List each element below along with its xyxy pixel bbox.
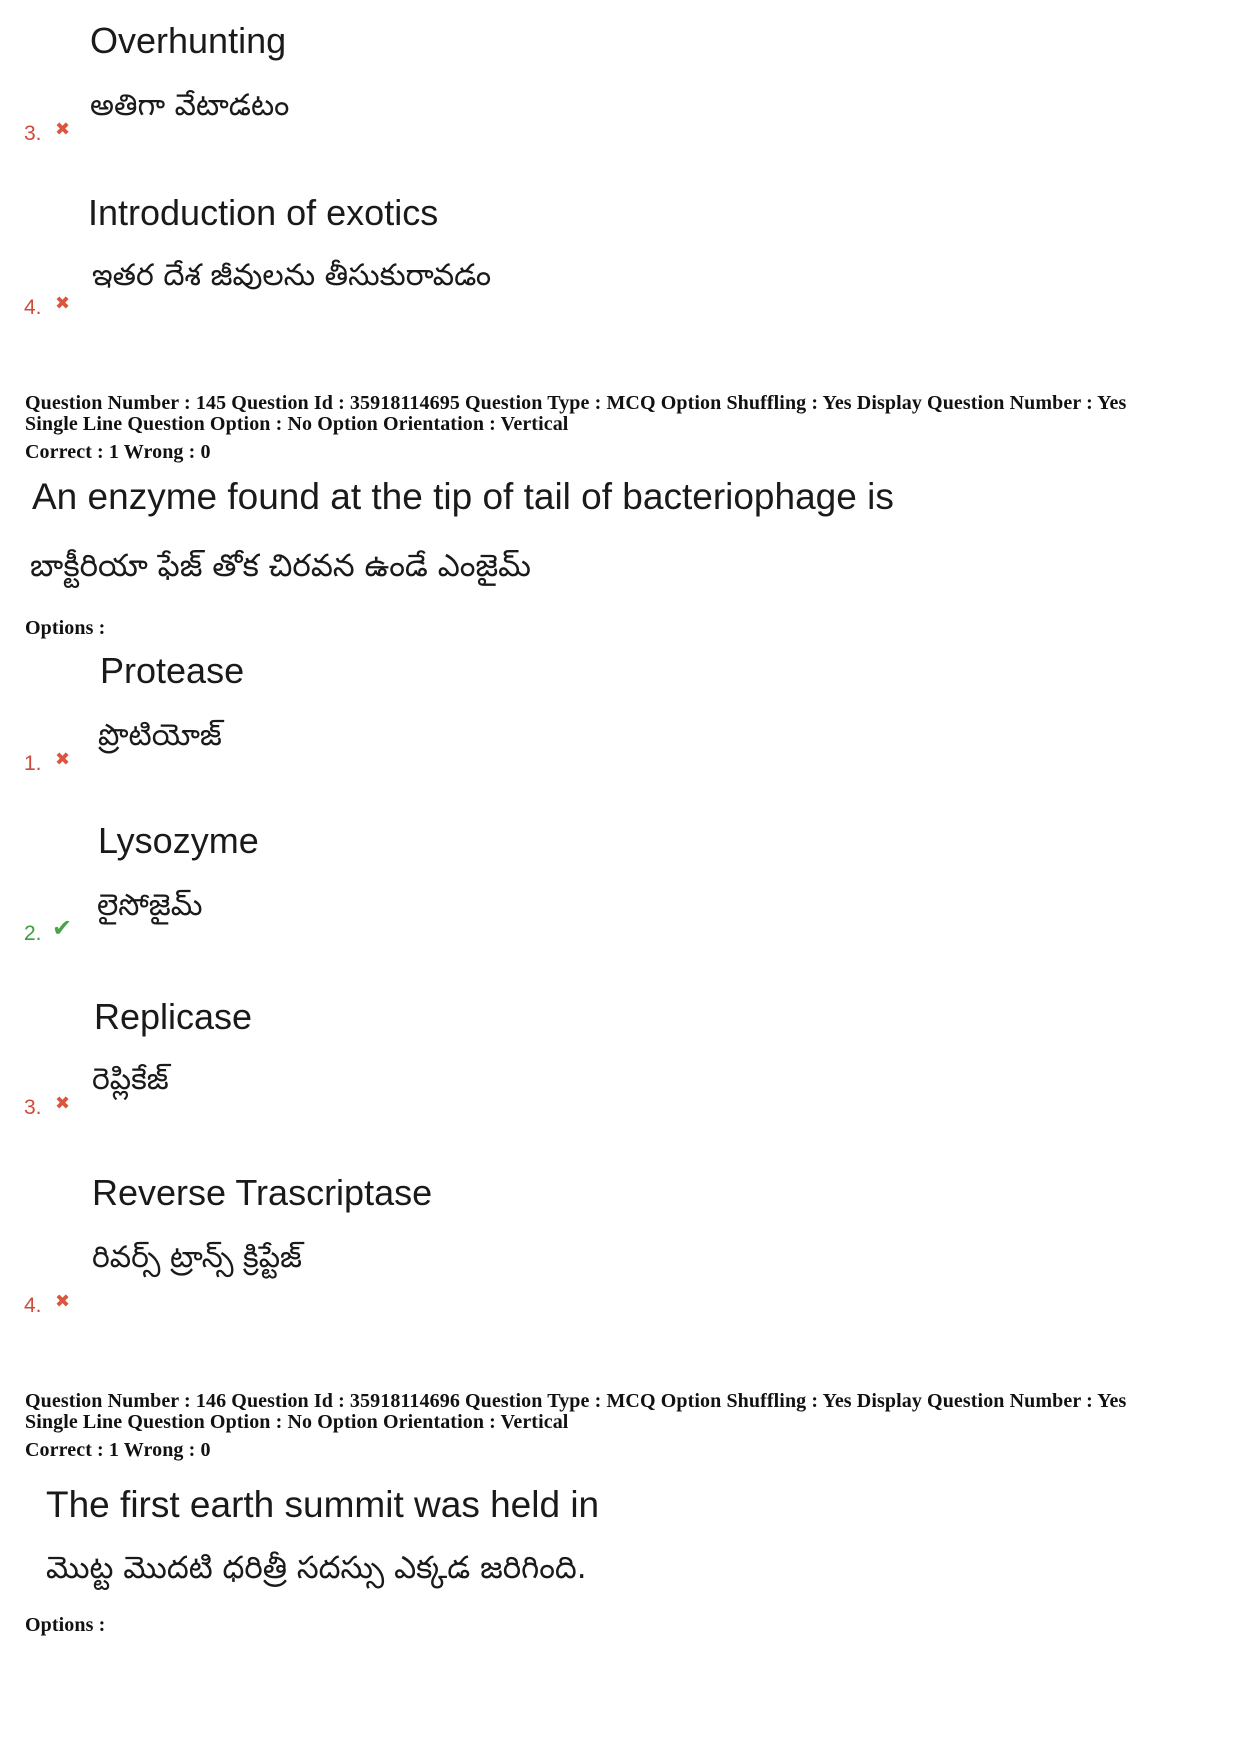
cross-icon: ✖: [55, 293, 71, 314]
cross-icon: ✖: [55, 1291, 71, 1312]
option-telugu: ప్రొటియోజ్: [98, 718, 222, 753]
question-text-telugu: మొట్ట మొదటి ధరిత్రీ సదస్సు ఎక్కడ జరిగింది.: [46, 1550, 587, 1586]
option-english: Lysozyme: [98, 820, 259, 861]
question-meta: Question Number : 145 Question Id : 35918114695 Question Type : MCQ Option Shuffling : Yes Display Question Number : Yes: [25, 392, 1127, 414]
option-telugu: లైసోజైమ్: [97, 888, 203, 923]
question-meta: Single Line Question Option : No Option Orientation : Vertical: [25, 413, 569, 435]
option-telugu: రెప్లికేజ్: [92, 1062, 169, 1097]
question-meta: Single Line Question Option : No Option Orientation : Vertical: [25, 1411, 569, 1433]
cross-icon: ✖: [55, 749, 71, 770]
question-text-telugu: బాక్టీరియా ఫేజ్ తోక చిరవన ఉండే ఎంజైమ్: [30, 548, 531, 584]
option-number: 3.: [24, 122, 42, 145]
marks-line: Correct : 1 Wrong : 0: [25, 1439, 211, 1461]
option-english: Protease: [100, 650, 245, 691]
question-text-english: The first earth summit was held in: [46, 1484, 600, 1525]
option-telugu: ఇతర దేశ జీవులను తీసుకురావడం: [92, 258, 492, 293]
options-label: Options :: [25, 1614, 106, 1636]
marks-line: Correct : 1 Wrong : 0: [25, 441, 211, 463]
option-number: 2.: [24, 922, 42, 945]
option-telugu: రివర్స్ ట్రాన్స్ క్రిప్టేజ్: [92, 1240, 302, 1275]
option-english: Replicase: [94, 996, 253, 1037]
check-icon: ✔: [52, 914, 73, 942]
question-text-english: An enzyme found at the tip of tail of bacteriophage is: [32, 476, 894, 517]
option-number: 4.: [24, 296, 42, 319]
options-label: Options :: [25, 617, 106, 639]
option-english: Introduction of exotics: [88, 192, 439, 233]
option-number: 3.: [24, 1096, 42, 1119]
cross-icon: ✖: [55, 119, 71, 140]
question-meta: Question Number : 146 Question Id : 35918114696 Question Type : MCQ Option Shuffling : Yes Display Question Number : Yes: [25, 1390, 1127, 1412]
option-number: 1.: [24, 752, 42, 775]
cross-icon: ✖: [55, 1093, 71, 1114]
option-english: Reverse Trascriptase: [92, 1172, 433, 1213]
option-english: Overhunting: [90, 20, 287, 61]
option-telugu: అతిగా వేటాడటం: [90, 88, 290, 123]
option-number: 4.: [24, 1294, 42, 1317]
